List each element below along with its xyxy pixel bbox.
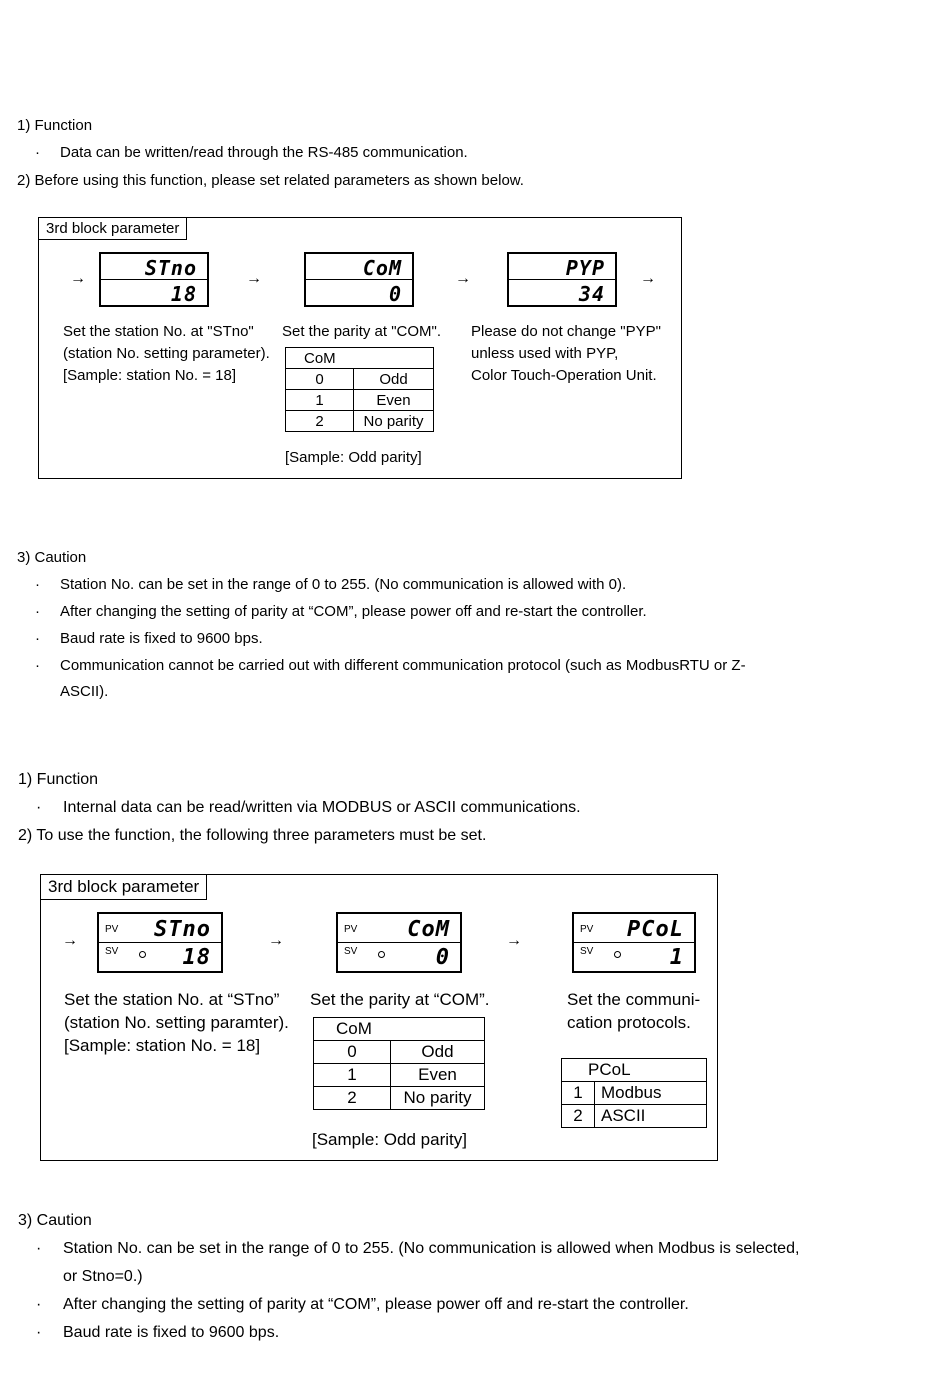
indicator-dot-icon [378, 951, 385, 958]
lcd-bottom-value: 18 [170, 281, 197, 306]
s2-col1-line: (station No. setting paramter). [64, 1013, 289, 1032]
s1-col3-line: Color Touch-Operation Unit. [471, 367, 657, 384]
lcd-display-stno [97, 912, 223, 973]
indicator-dot-icon [614, 951, 621, 958]
sv-label: SV [580, 945, 594, 957]
s1-caution-item: After changing the setting of parity at “COM”, please power off and re-start the controller. [60, 603, 647, 620]
s1-col1-line: (station No. setting parameter). [63, 345, 270, 362]
s1-col1-line: Set the station No. at "STno" [63, 323, 254, 340]
lcd-bottom-value: 1 [669, 944, 684, 970]
s1-caution-heading: 3) Caution [17, 549, 87, 566]
sv-label: SV [105, 945, 119, 957]
table-cell: No parity [354, 411, 434, 432]
s2-function-text: Internal data can be read/written via MODBUS or ASCII communications. [63, 799, 581, 816]
pv-label: PV [344, 924, 358, 935]
s1-setup-heading: 2) Before using this function, please set related parameters as shown below. [17, 172, 524, 189]
sv-label: SV [344, 945, 358, 957]
bullet: · [36, 1240, 42, 1257]
arrow-right-icon: → [62, 932, 78, 949]
s1-col2-title: Set the parity at "COM". [282, 323, 442, 340]
s1-caution-item-cont: ASCII). [60, 683, 109, 700]
indicator-dot-icon [139, 951, 146, 958]
s1-col3-line: Please do not change "PYP" [471, 323, 661, 340]
s2-caution-heading: 3) Caution [18, 1212, 92, 1229]
arrow-right-icon: → [70, 270, 86, 287]
lcd-bottom-value: 0 [435, 944, 450, 970]
bullet: · [35, 657, 40, 674]
s2-col1-line: Set the station No. at “STno” [64, 990, 280, 1009]
s1-caution-item: Baud rate is fixed to 9600 bps. [60, 630, 263, 647]
s2-caution-item: After changing the setting of parity at “COM”, please power off and re-start the controller. [63, 1296, 689, 1313]
s1-col1-line: [Sample: station No. = 18] [63, 367, 237, 384]
s2-pcol-table [561, 1058, 707, 1128]
s1-caution-item: Communication cannot be carried out with different communication protocol (such as ModbusRTU or Z- [60, 657, 746, 674]
s1-function-heading: 1) Function [17, 117, 93, 134]
table-cell: 1 [562, 1082, 595, 1105]
arrow-right-icon: → [506, 932, 522, 949]
s2-function-heading: 1) Function [18, 771, 99, 788]
s1-function-text: Data can be written/read through the RS-485 communication. [60, 144, 468, 161]
s1-box-label: 3rd block parameter [39, 218, 187, 240]
bullet: · [35, 603, 40, 620]
lcd-top-value: STno [144, 256, 197, 280]
s2-caution-item: Baud rate is fixed to 9600 bps. [63, 1324, 280, 1341]
s1-col2-sample: [Sample: Odd parity] [285, 449, 422, 466]
pv-label: PV [105, 924, 119, 935]
bullet: · [35, 144, 40, 161]
table-cell: 0 [286, 369, 354, 390]
table-cell: 0 [314, 1041, 391, 1064]
lcd-top-value: CoM [362, 256, 402, 280]
table-cell: Even [391, 1064, 485, 1087]
s2-col2-title: Set the parity at “COM”. [310, 990, 490, 1009]
bullet: · [35, 630, 40, 647]
table-cell: Even [354, 390, 434, 411]
s2-com-table [313, 1017, 485, 1110]
lcd-top-value: CoM [407, 917, 450, 942]
s1-com-table [285, 347, 434, 432]
s2-col1-line: [Sample: station No. = 18] [64, 1036, 261, 1055]
table-cell: Modbus [595, 1082, 707, 1105]
lcd-top-value: PYP [565, 256, 605, 280]
lcd-bottom-value: 18 [182, 944, 211, 970]
pv-label: PV [580, 924, 594, 935]
s1-col3-line: unless used with PYP, [471, 345, 619, 362]
arrow-right-icon: → [246, 270, 262, 287]
table-cell: 1 [286, 390, 354, 411]
arrow-right-icon: → [268, 932, 284, 949]
lcd-display-stno [99, 252, 209, 307]
lcd-display-pcol [572, 912, 696, 973]
table-cell: ASCII [595, 1105, 707, 1128]
table-cell: Odd [391, 1041, 485, 1064]
s2-col3-line: cation protocols. [567, 1013, 691, 1032]
bullet: · [36, 1296, 42, 1313]
table-header: CoM [286, 348, 434, 369]
table-cell: 2 [314, 1087, 391, 1110]
s2-caution-item-cont: or Stno=0.) [63, 1268, 143, 1285]
table-cell: 1 [314, 1064, 391, 1087]
arrow-right-icon: → [640, 270, 656, 287]
lcd-display-com [336, 912, 462, 973]
table-cell: No parity [391, 1087, 485, 1110]
bullet: · [36, 799, 42, 816]
s2-caution-item: Station No. can be set in the range of 0 to 255. (No communication is allowed when Modbus is selected, [63, 1240, 800, 1257]
lcd-display-com [304, 252, 414, 307]
lcd-bottom-value: 34 [578, 281, 605, 306]
s1-caution-item: Station No. can be set in the range of 0 to 255. (No communication is allowed with 0). [60, 576, 627, 593]
lcd-top-value: STno [154, 917, 211, 942]
lcd-bottom-value: 0 [388, 281, 402, 306]
s2-box-label: 3rd block parameter [41, 875, 207, 900]
table-cell: Odd [354, 369, 434, 390]
s2-setup-heading: 2) To use the function, the following three parameters must be set. [18, 827, 487, 844]
table-header: PCoL [562, 1059, 707, 1082]
table-cell: 2 [562, 1105, 595, 1128]
s2-col2-sample: [Sample: Odd parity] [312, 1130, 467, 1149]
table-header: CoM [314, 1018, 485, 1041]
bullet: · [36, 1324, 42, 1341]
s2-col3-line: Set the communi- [567, 990, 701, 1009]
lcd-top-value: PCoL [627, 917, 684, 942]
lcd-display-pyp [507, 252, 617, 307]
arrow-right-icon: → [455, 270, 471, 287]
table-cell: 2 [286, 411, 354, 432]
bullet: · [35, 576, 40, 593]
